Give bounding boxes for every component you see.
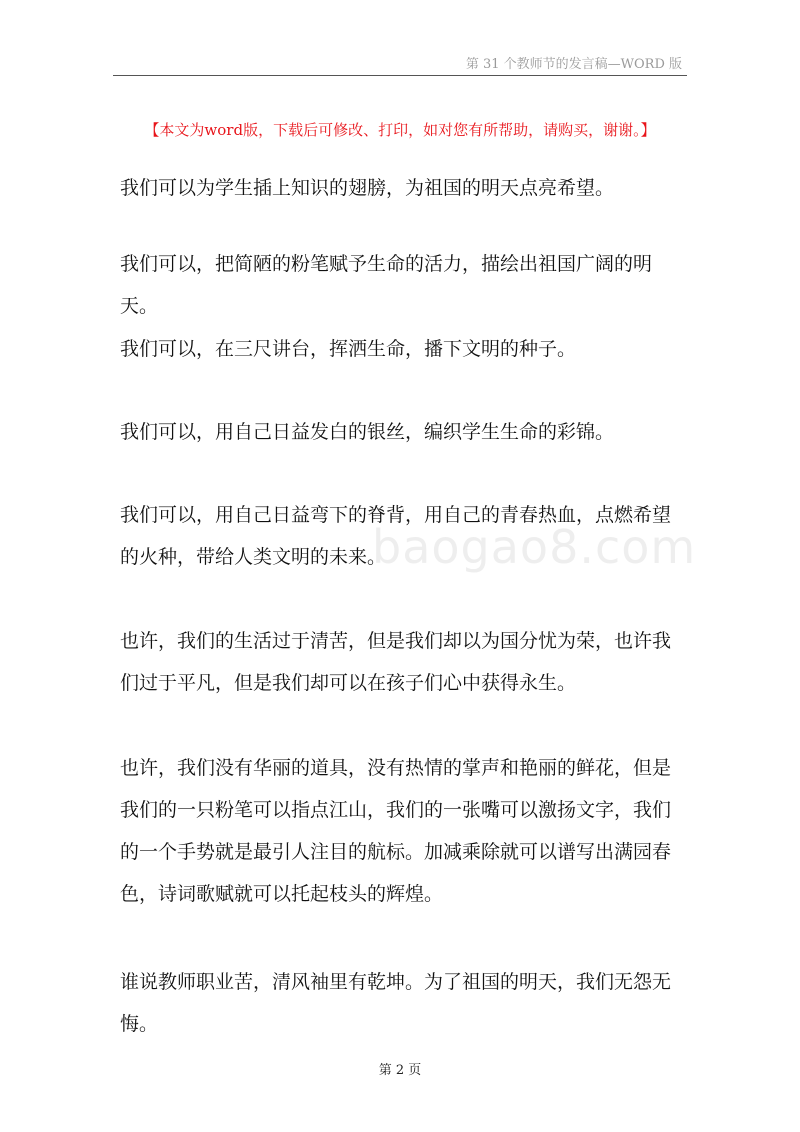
purchase-notice: 【本文为word版，下载后可修改、打印，如对您有所帮助，请购买，谢谢。】 xyxy=(144,121,656,139)
paragraph-1: 我们可以为学生插上知识的翅膀，为祖国的明天点亮希望。 xyxy=(120,177,615,199)
page-number: 第 2 页 xyxy=(378,1063,422,1078)
paragraph-2: 我们可以，把简陋的粉笔赋予生命的活力，描绘出祖国广阔的明天。 xyxy=(120,253,653,317)
header-divider xyxy=(113,75,687,76)
running-header: 第 31 个教师节的发言稿—WORD 版 xyxy=(465,57,682,72)
paragraph-5: 我们可以，用自己日益弯下的脊背，用自己的青春热血，点燃希望的火种，带给人类文明的未来。 xyxy=(120,504,672,568)
paragraph-8: 谁说教师职业苦，清风袖里有乾坤。为了祖国的明天，我们无怨无悔。 xyxy=(120,971,672,1035)
paragraph-4: 我们可以，用自己日益发白的银丝，编织学生生命的彩锦。 xyxy=(120,421,615,443)
paragraph-7: 也许，我们没有华丽的道具，没有热情的掌声和艳丽的鲜花，但是我们的一只粉笔可以指点江山，我们的一张嘴可以激扬文字，我们的一个手势就是最引人注目的航标。加减乘除就可以谱写出满园春色，诗词歌赋就可以托起枝头的辉煌。 xyxy=(120,757,672,905)
paragraph-3: 我们可以，在三尺讲台，挥洒生命，播下文明的种子。 xyxy=(120,338,577,360)
watermark: baogao8.com xyxy=(372,520,697,574)
paragraph-6: 也许，我们的生活过于清苦，但是我们却以为国分忧为荣，也许我们过于平凡，但是我们却可以在孩子们心中获得永生。 xyxy=(120,630,672,694)
